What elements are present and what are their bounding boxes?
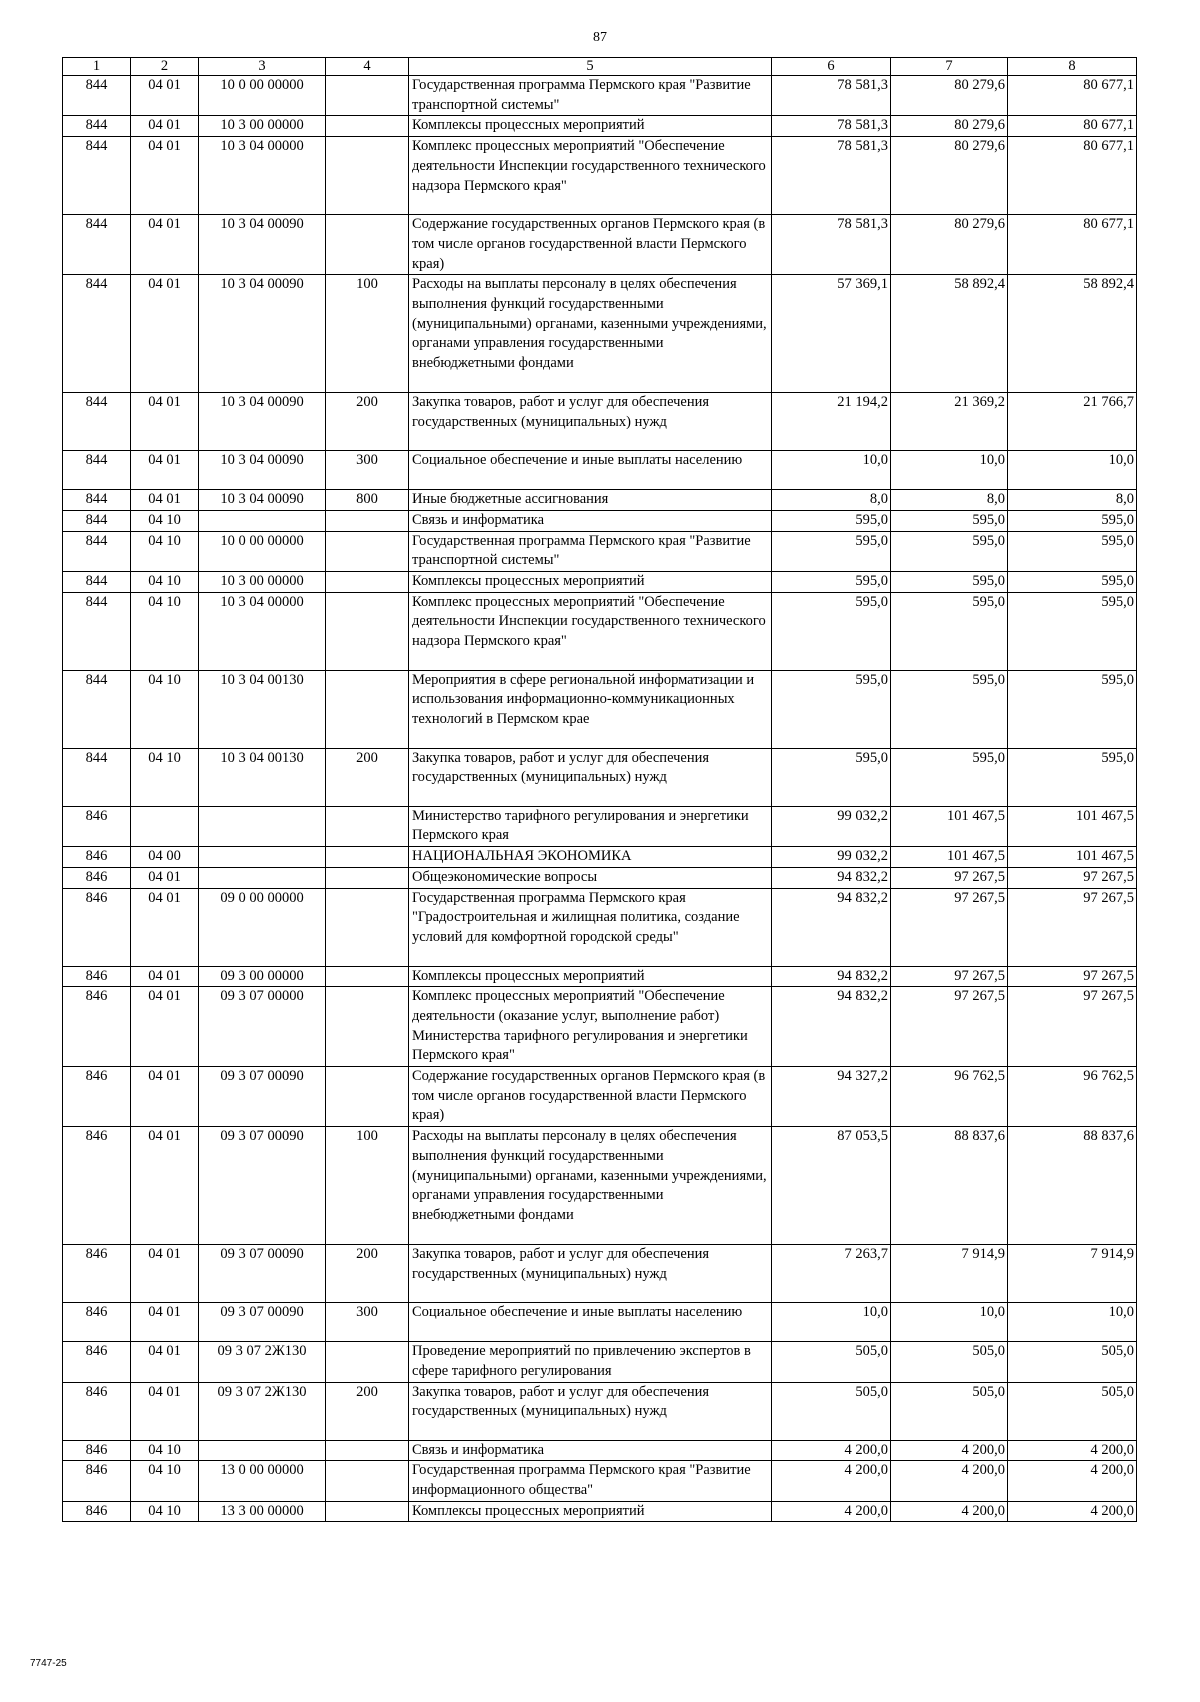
table-cell-c6: 94 327,2 <box>772 1067 891 1127</box>
table-cell-c5: Содержание государственных органов Пермского края (в том числе органов государственной власти Пермского края) <box>409 1067 772 1127</box>
table-cell-c4 <box>326 670 409 748</box>
table-cell-c8: 595,0 <box>1008 572 1137 593</box>
column-header: 1 <box>63 58 131 76</box>
table-cell-c2: 04 10 <box>131 592 199 670</box>
table-cell-c7: 101 467,5 <box>891 806 1008 846</box>
table-cell-c6: 4 200,0 <box>772 1501 891 1522</box>
table-row <box>63 1303 1137 1342</box>
table-cell-c3: 10 3 04 00130 <box>199 670 326 748</box>
table-row <box>63 393 1137 451</box>
table-row <box>63 116 1137 137</box>
header-row <box>63 58 1137 76</box>
table-cell-c3: 09 3 00 00000 <box>199 966 326 987</box>
table-cell-c5: Расходы на выплаты персоналу в целях обеспечения выполнения функций государственными (муниципальными) органами, казенными учреждениями, органами управления государственными внебюджетными фондами <box>409 275 772 393</box>
table-cell-c8: 505,0 <box>1008 1382 1137 1440</box>
table-cell-c5: Комплекс процессных мероприятий "Обеспечение деятельности (оказание услуг, выполнение работ) Министерства тарифного регулирования и энергетики Пермского края" <box>409 987 772 1067</box>
table-cell-c4: 100 <box>326 1127 409 1245</box>
table-cell-c5: Комплекс процессных мероприятий "Обеспечение деятельности Инспекции государственного технического надзора Пермского края" <box>409 137 772 215</box>
table-cell-c2: 04 10 <box>131 1461 199 1501</box>
table-cell-c2: 04 01 <box>131 215 199 275</box>
table-cell-c1: 844 <box>63 76 131 116</box>
table-cell-c6: 595,0 <box>772 748 891 806</box>
table-cell-c7: 595,0 <box>891 510 1008 531</box>
table-cell-c5: Комплексы процессных мероприятий <box>409 116 772 137</box>
table-cell-c5: Связь и информатика <box>409 510 772 531</box>
table-cell-c3 <box>199 847 326 868</box>
table-cell-c6: 94 832,2 <box>772 987 891 1067</box>
table-cell-c5: Государственная программа Пермского края "Развитие транспортной системы" <box>409 531 772 571</box>
table-cell-c5: Государственная программа Пермского края "Развитие транспортной системы" <box>409 76 772 116</box>
table-cell-c3: 09 3 07 2Ж130 <box>199 1342 326 1382</box>
table-cell-c6: 21 194,2 <box>772 393 891 451</box>
table-row <box>63 847 1137 868</box>
table-cell-c1: 844 <box>63 510 131 531</box>
table-cell-c1: 844 <box>63 748 131 806</box>
table-cell-c2: 04 01 <box>131 1303 199 1342</box>
table-cell-c1: 846 <box>63 847 131 868</box>
table-cell-c7: 595,0 <box>891 531 1008 571</box>
table-row <box>63 510 1137 531</box>
table-row <box>63 670 1137 748</box>
table-cell-c4 <box>326 572 409 593</box>
table-cell-c7: 7 914,9 <box>891 1245 1008 1303</box>
column-header: 3 <box>199 58 326 76</box>
table-row <box>63 748 1137 806</box>
table-cell-c5: Общеэкономические вопросы <box>409 867 772 888</box>
table-cell-c3: 10 0 00 00000 <box>199 531 326 571</box>
table-cell-c6: 78 581,3 <box>772 215 891 275</box>
table-row <box>63 867 1137 888</box>
column-header: 2 <box>131 58 199 76</box>
table-cell-c6: 99 032,2 <box>772 806 891 846</box>
table-cell-c7: 10,0 <box>891 451 1008 490</box>
table-cell-c6: 505,0 <box>772 1382 891 1440</box>
table-cell-c7: 97 267,5 <box>891 966 1008 987</box>
table-cell-c2: 04 10 <box>131 670 199 748</box>
table-cell-c5: Социальное обеспечение и иные выплаты населению <box>409 1303 772 1342</box>
table-cell-c1: 846 <box>63 1461 131 1501</box>
table-cell-c4 <box>326 76 409 116</box>
table-cell-c2: 04 01 <box>131 137 199 215</box>
table-cell-c4 <box>326 867 409 888</box>
table-cell-c6: 595,0 <box>772 572 891 593</box>
table-cell-c7: 4 200,0 <box>891 1501 1008 1522</box>
table-cell-c6: 99 032,2 <box>772 847 891 868</box>
table-cell-c7: 505,0 <box>891 1382 1008 1440</box>
table-cell-c8: 10,0 <box>1008 1303 1137 1342</box>
table-cell-c1: 846 <box>63 987 131 1067</box>
table-cell-c1: 846 <box>63 1440 131 1461</box>
table-cell-c5: Проведение мероприятий по привлечению экспертов в сфере тарифного регулирования <box>409 1342 772 1382</box>
table-cell-c8: 10,0 <box>1008 451 1137 490</box>
table-cell-c4: 300 <box>326 451 409 490</box>
table-cell-c4 <box>326 215 409 275</box>
table-cell-c2: 04 01 <box>131 275 199 393</box>
table-cell-c8: 97 267,5 <box>1008 867 1137 888</box>
table-cell-c5: Мероприятия в сфере региональной информатизации и использования информационно-коммуникационных технологий в Пермском крае <box>409 670 772 748</box>
table-row <box>63 451 1137 490</box>
table-cell-c8: 7 914,9 <box>1008 1245 1137 1303</box>
footer-code: 7747-25 <box>30 1658 67 1669</box>
table-row <box>63 137 1137 215</box>
column-header: 6 <box>772 58 891 76</box>
table-cell-c8: 80 677,1 <box>1008 116 1137 137</box>
table-cell-c7: 10,0 <box>891 1303 1008 1342</box>
table-cell-c4: 200 <box>326 748 409 806</box>
table-cell-c2: 04 01 <box>131 1127 199 1245</box>
table-row <box>63 490 1137 511</box>
table-cell-c1: 846 <box>63 1501 131 1522</box>
table-cell-c6: 94 832,2 <box>772 966 891 987</box>
table-cell-c2: 04 01 <box>131 867 199 888</box>
table-cell-c1: 844 <box>63 490 131 511</box>
table-row <box>63 592 1137 670</box>
table-cell-c1: 846 <box>63 966 131 987</box>
table-cell-c4 <box>326 592 409 670</box>
table-cell-c1: 846 <box>63 1342 131 1382</box>
table-cell-c2: 04 10 <box>131 1440 199 1461</box>
table-cell-c8: 97 267,5 <box>1008 987 1137 1067</box>
table-cell-c7: 8,0 <box>891 490 1008 511</box>
table-cell-c8: 80 677,1 <box>1008 215 1137 275</box>
table-cell-c8: 97 267,5 <box>1008 966 1137 987</box>
table-cell-c2: 04 10 <box>131 531 199 571</box>
table-cell-c4 <box>326 806 409 846</box>
table-row <box>63 987 1137 1067</box>
table-row <box>63 806 1137 846</box>
table-row <box>63 1245 1137 1303</box>
table-cell-c1: 844 <box>63 116 131 137</box>
table-cell-c2: 04 10 <box>131 572 199 593</box>
table-cell-c6: 4 200,0 <box>772 1461 891 1501</box>
table-cell-c2: 04 10 <box>131 510 199 531</box>
table-cell-c5: Закупка товаров, работ и услуг для обеспечения государственных (муниципальных) нужд <box>409 1382 772 1440</box>
table-row <box>63 966 1137 987</box>
table-cell-c1: 846 <box>63 1303 131 1342</box>
table-cell-c4 <box>326 847 409 868</box>
table-cell-c3: 10 3 04 00000 <box>199 592 326 670</box>
table-cell-c4 <box>326 510 409 531</box>
table-cell-c3: 10 3 04 00000 <box>199 137 326 215</box>
table-cell-c2 <box>131 806 199 846</box>
table-cell-c6: 78 581,3 <box>772 137 891 215</box>
table-cell-c4 <box>326 1440 409 1461</box>
table-cell-c3: 10 3 04 00090 <box>199 451 326 490</box>
table-cell-c6: 595,0 <box>772 531 891 571</box>
table-cell-c5: Министерство тарифного регулирования и энергетики Пермского края <box>409 806 772 846</box>
column-header: 8 <box>1008 58 1137 76</box>
table-cell-c1: 844 <box>63 393 131 451</box>
table-cell-c5: Содержание государственных органов Пермского края (в том числе органов государственной власти Пермского края) <box>409 215 772 275</box>
table-cell-c8: 101 467,5 <box>1008 806 1137 846</box>
table-cell-c7: 21 369,2 <box>891 393 1008 451</box>
table-row <box>63 1461 1137 1501</box>
table-cell-c3: 13 0 00 00000 <box>199 1461 326 1501</box>
table-row <box>63 572 1137 593</box>
table-cell-c3: 09 3 07 00090 <box>199 1067 326 1127</box>
table-cell-c5: Комплексы процессных мероприятий <box>409 966 772 987</box>
table-cell-c8: 4 200,0 <box>1008 1440 1137 1461</box>
table-cell-c6: 10,0 <box>772 451 891 490</box>
table-cell-c8: 88 837,6 <box>1008 1127 1137 1245</box>
table-cell-c2: 04 01 <box>131 987 199 1067</box>
table-cell-c2: 04 01 <box>131 966 199 987</box>
table-cell-c8: 96 762,5 <box>1008 1067 1137 1127</box>
table-cell-c7: 80 279,6 <box>891 116 1008 137</box>
table-cell-c8: 4 200,0 <box>1008 1501 1137 1522</box>
table-cell-c6: 505,0 <box>772 1342 891 1382</box>
table-cell-c2: 04 01 <box>131 1067 199 1127</box>
table-cell-c6: 595,0 <box>772 670 891 748</box>
table-cell-c7: 80 279,6 <box>891 137 1008 215</box>
table-cell-c7: 4 200,0 <box>891 1440 1008 1461</box>
table-cell-c5: Комплексы процессных мероприятий <box>409 1501 772 1522</box>
table-cell-c5: Комплекс процессных мероприятий "Обеспечение деятельности Инспекции государственного технического надзора Пермского края" <box>409 592 772 670</box>
table-cell-c8: 101 467,5 <box>1008 847 1137 868</box>
table-cell-c7: 80 279,6 <box>891 215 1008 275</box>
table-cell-c2: 04 01 <box>131 393 199 451</box>
table-cell-c4 <box>326 1461 409 1501</box>
table-cell-c7: 97 267,5 <box>891 987 1008 1067</box>
table-cell-c2: 04 01 <box>131 1342 199 1382</box>
budget-table <box>62 57 1137 1522</box>
table-cell-c6: 4 200,0 <box>772 1440 891 1461</box>
table-cell-c5: Закупка товаров, работ и услуг для обеспечения государственных (муниципальных) нужд <box>409 1245 772 1303</box>
table-cell-c3: 10 3 04 00090 <box>199 393 326 451</box>
table-cell-c4: 200 <box>326 393 409 451</box>
table-cell-c5: Государственная программа Пермского края "Градостроительная и жилищная политика, создание условий для комфортной городской среды" <box>409 888 772 966</box>
table-cell-c1: 846 <box>63 888 131 966</box>
table-cell-c5: Социальное обеспечение и иные выплаты населению <box>409 451 772 490</box>
table-cell-c5: НАЦИОНАЛЬНАЯ ЭКОНОМИКА <box>409 847 772 868</box>
table-cell-c2: 04 01 <box>131 76 199 116</box>
table-cell-c4 <box>326 888 409 966</box>
table-cell-c3: 10 3 04 00090 <box>199 215 326 275</box>
table-cell-c4: 200 <box>326 1382 409 1440</box>
table-cell-c6: 595,0 <box>772 510 891 531</box>
table-cell-c7: 595,0 <box>891 670 1008 748</box>
table-cell-c8: 505,0 <box>1008 1342 1137 1382</box>
table-cell-c4 <box>326 1501 409 1522</box>
table-cell-c7: 505,0 <box>891 1342 1008 1382</box>
table-cell-c3: 09 3 07 2Ж130 <box>199 1382 326 1440</box>
table-row <box>63 1127 1137 1245</box>
table-cell-c3 <box>199 867 326 888</box>
table-cell-c5: Закупка товаров, работ и услуг для обеспечения государственных (муниципальных) нужд <box>409 748 772 806</box>
table-cell-c1: 846 <box>63 867 131 888</box>
column-header: 7 <box>891 58 1008 76</box>
table-cell-c2: 04 01 <box>131 490 199 511</box>
table-cell-c3: 10 3 00 00000 <box>199 572 326 593</box>
table-cell-c4: 200 <box>326 1245 409 1303</box>
table-cell-c5: Расходы на выплаты персоналу в целях обеспечения выполнения функций государственными (муниципальными) органами, казенными учреждениями, органами управления государственными внебюджетными фондами <box>409 1127 772 1245</box>
table-cell-c8: 595,0 <box>1008 670 1137 748</box>
table-cell-c8: 4 200,0 <box>1008 1461 1137 1501</box>
table-cell-c2: 04 01 <box>131 451 199 490</box>
table-cell-c2: 04 00 <box>131 847 199 868</box>
table-cell-c3: 10 3 00 00000 <box>199 116 326 137</box>
table-cell-c7: 80 279,6 <box>891 76 1008 116</box>
table-cell-c1: 846 <box>63 1382 131 1440</box>
table-cell-c3: 09 3 07 00090 <box>199 1127 326 1245</box>
table-cell-c2: 04 10 <box>131 748 199 806</box>
table-cell-c8: 595,0 <box>1008 748 1137 806</box>
table-cell-c6: 78 581,3 <box>772 116 891 137</box>
table-cell-c1: 846 <box>63 1127 131 1245</box>
table-cell-c6: 57 369,1 <box>772 275 891 393</box>
table-cell-c5: Государственная программа Пермского края "Развитие информационного общества" <box>409 1461 772 1501</box>
table-row <box>63 1067 1137 1127</box>
table-row <box>63 76 1137 116</box>
table-cell-c7: 595,0 <box>891 592 1008 670</box>
table-row <box>63 888 1137 966</box>
table-cell-c8: 595,0 <box>1008 531 1137 571</box>
table-cell-c7: 595,0 <box>891 572 1008 593</box>
table-row <box>63 275 1137 393</box>
table-cell-c3: 09 3 07 00000 <box>199 987 326 1067</box>
table-cell-c4 <box>326 1342 409 1382</box>
table-cell-c1: 844 <box>63 670 131 748</box>
table-cell-c8: 97 267,5 <box>1008 888 1137 966</box>
table-cell-c3 <box>199 1440 326 1461</box>
table-cell-c8: 80 677,1 <box>1008 76 1137 116</box>
column-header: 4 <box>326 58 409 76</box>
table-cell-c6: 94 832,2 <box>772 888 891 966</box>
table-cell-c5: Иные бюджетные ассигнования <box>409 490 772 511</box>
table-cell-c7: 101 467,5 <box>891 847 1008 868</box>
table-cell-c8: 21 766,7 <box>1008 393 1137 451</box>
table-cell-c4 <box>326 137 409 215</box>
table-cell-c8: 595,0 <box>1008 592 1137 670</box>
table-row <box>63 1501 1137 1522</box>
table-cell-c2: 04 01 <box>131 116 199 137</box>
table-cell-c3: 10 3 04 00090 <box>199 490 326 511</box>
table-cell-c1: 844 <box>63 531 131 571</box>
table-cell-c5: Комплексы процессных мероприятий <box>409 572 772 593</box>
table-cell-c6: 595,0 <box>772 592 891 670</box>
table-cell-c1: 846 <box>63 806 131 846</box>
table-cell-c7: 97 267,5 <box>891 888 1008 966</box>
table-cell-c4 <box>326 987 409 1067</box>
table-cell-c8: 8,0 <box>1008 490 1137 511</box>
table-cell-c7: 97 267,5 <box>891 867 1008 888</box>
table-cell-c2: 04 01 <box>131 1382 199 1440</box>
table-cell-c2: 04 10 <box>131 1501 199 1522</box>
table-cell-c3: 10 3 04 00130 <box>199 748 326 806</box>
table-cell-c3: 09 3 07 00090 <box>199 1245 326 1303</box>
table-row <box>63 1342 1137 1382</box>
table-cell-c8: 80 677,1 <box>1008 137 1137 215</box>
table-cell-c6: 94 832,2 <box>772 867 891 888</box>
table-cell-c3: 10 0 00 00000 <box>199 76 326 116</box>
table-cell-c1: 844 <box>63 137 131 215</box>
table-row <box>63 531 1137 571</box>
table-cell-c7: 58 892,4 <box>891 275 1008 393</box>
table-cell-c2: 04 01 <box>131 888 199 966</box>
table-cell-c3: 13 3 00 00000 <box>199 1501 326 1522</box>
table-cell-c6: 78 581,3 <box>772 76 891 116</box>
table-cell-c4 <box>326 966 409 987</box>
table-cell-c1: 846 <box>63 1245 131 1303</box>
table-cell-c6: 10,0 <box>772 1303 891 1342</box>
table-cell-c7: 88 837,6 <box>891 1127 1008 1245</box>
table-cell-c4: 800 <box>326 490 409 511</box>
table-cell-c4 <box>326 1067 409 1127</box>
table-cell-c7: 4 200,0 <box>891 1461 1008 1501</box>
table-cell-c4: 100 <box>326 275 409 393</box>
column-header: 5 <box>409 58 772 76</box>
table-cell-c4 <box>326 531 409 571</box>
table-cell-c1: 844 <box>63 215 131 275</box>
table-cell-c6: 7 263,7 <box>772 1245 891 1303</box>
table-cell-c3 <box>199 510 326 531</box>
table-cell-c8: 58 892,4 <box>1008 275 1137 393</box>
table-cell-c5: Закупка товаров, работ и услуг для обеспечения государственных (муниципальных) нужд <box>409 393 772 451</box>
table-cell-c4 <box>326 116 409 137</box>
table-cell-c1: 846 <box>63 1067 131 1127</box>
table-body <box>63 76 1137 1522</box>
table-row <box>63 1382 1137 1440</box>
table-cell-c6: 8,0 <box>772 490 891 511</box>
table-cell-c4: 300 <box>326 1303 409 1342</box>
table-cell-c7: 96 762,5 <box>891 1067 1008 1127</box>
table-row <box>63 1440 1137 1461</box>
page-number: 87 <box>593 30 607 45</box>
table-cell-c1: 844 <box>63 592 131 670</box>
table-cell-c5: Связь и информатика <box>409 1440 772 1461</box>
table-cell-c8: 595,0 <box>1008 510 1137 531</box>
table-cell-c3 <box>199 806 326 846</box>
table-cell-c1: 844 <box>63 572 131 593</box>
table-cell-c1: 844 <box>63 275 131 393</box>
table-cell-c2: 04 01 <box>131 1245 199 1303</box>
table-cell-c6: 87 053,5 <box>772 1127 891 1245</box>
table-cell-c1: 844 <box>63 451 131 490</box>
table-row <box>63 215 1137 275</box>
table-cell-c3: 10 3 04 00090 <box>199 275 326 393</box>
table-cell-c7: 595,0 <box>891 748 1008 806</box>
table-cell-c3: 09 3 07 00090 <box>199 1303 326 1342</box>
table-cell-c3: 09 0 00 00000 <box>199 888 326 966</box>
